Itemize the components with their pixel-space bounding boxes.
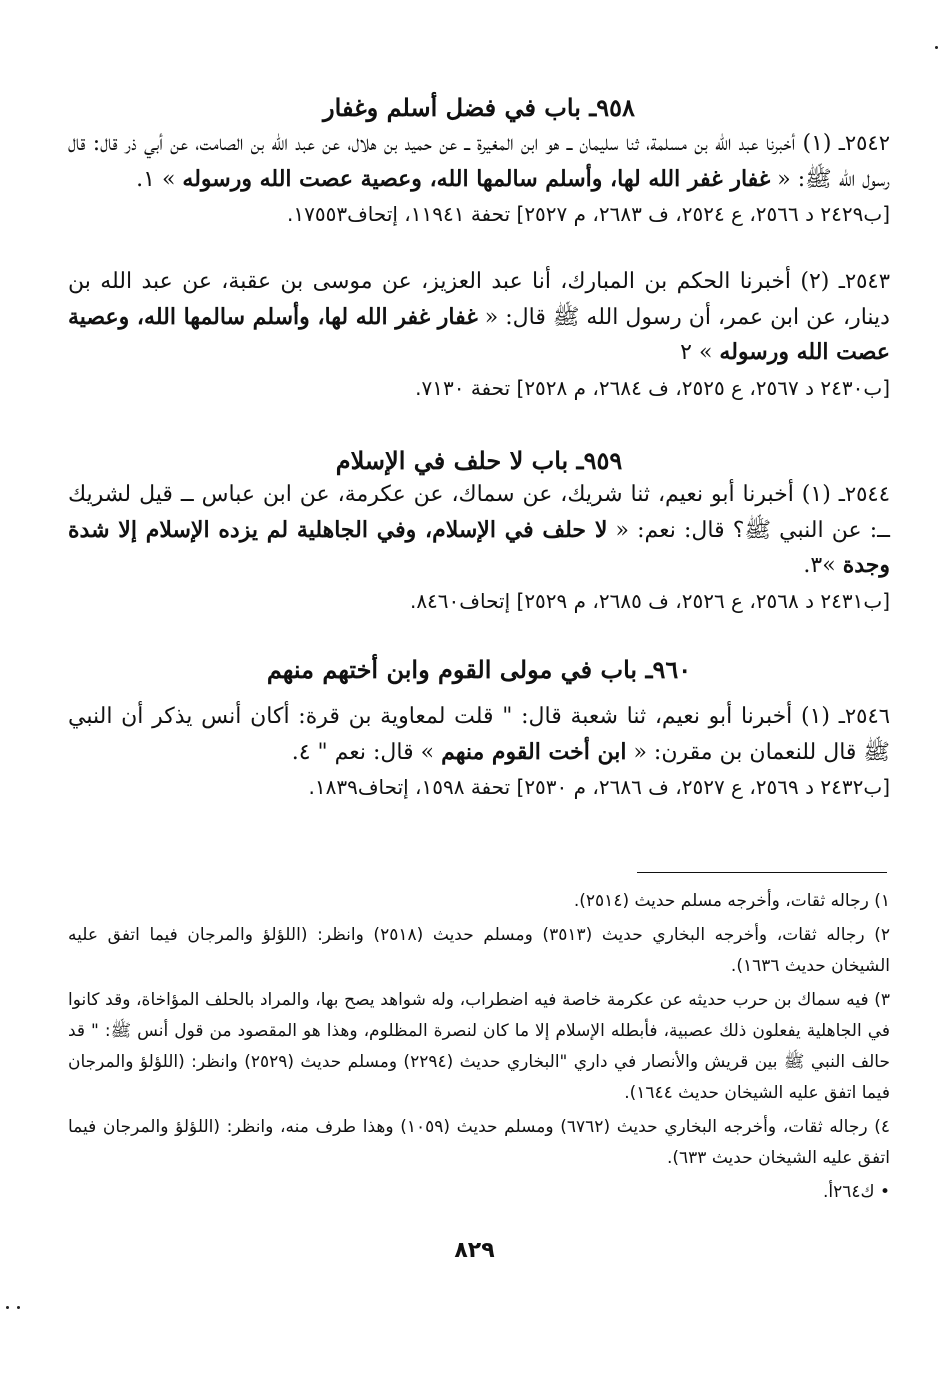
hadith-text: [68, 477, 890, 584]
chapter-heading-959: [68, 443, 890, 479]
chapter-title: ٩٥٨ـ باب في فضل أسلم وغفار: [323, 93, 635, 122]
hadith-tail: »٣.: [803, 553, 843, 578]
hadith-matn: غفار غفر الله لها، وأسلم سالمها الله، وعصية عصت الله ورسوله: [182, 165, 771, 192]
hadith-isnad: (١) أخبرنا عبد الله بن مسلمة، ثنا سليمان ــ هو ابن المغيرة ــ عن حميد بن هلال، عن عبد الله بن الصامت، عن أبي ذر قال: قال رسول الله ﷺ: «: [68, 131, 890, 192]
scan-speck: [6, 1306, 9, 1309]
footnote-2: [68, 920, 890, 982]
footnotes: [68, 886, 890, 1211]
hadith-reference: [ب٢٤٢٩ د ٢٥٦٦، ع ٢٥٢٤، ف ٢٦٨٣، م ٢٥٢٧] تحفة ١١٩٤١، إتحاف١٧٥٥٣.: [287, 202, 890, 226]
scan-speck: [935, 46, 938, 49]
hadith-text: [68, 699, 890, 770]
hadith-isnad: (١) أخبرنا أبو نعيم، ثنا شعبة قال: " قلت لمعاوية بن قرة: أكان أنس يذكر أن النبي ﷺ قال للنعمان بن مقرن: «: [68, 704, 890, 765]
hadith-reference: [ب٢٤٣٠ د ٢٥٦٧، ع ٢٥٢٥، ف ٢٦٨٤، م ٢٥٢٨] تحفة ٧١٣٠.: [415, 375, 890, 400]
manuscript-marker: [68, 1177, 890, 1208]
hadith-tail: » ٢: [680, 340, 720, 365]
hadith-isnad: (٢) أخبرنا الحكم بن المبارك، أنا عبد العزيز، عن موسى بن عقبة، عن عبد الله بن دينار، عن ابن عمر، أن رسول الله ﷺ قال: «: [68, 269, 890, 330]
hadith-matn: لا حلف في الإسلام، وفي الجاهلية لم يزده الإسلام إلا شدة وجدة: [68, 516, 890, 578]
footnote-text: ١) رجاله ثقات، وأخرجه مسلم حديث (٢٥١٤).: [573, 891, 890, 911]
footnote-3: [68, 985, 890, 1109]
hadith-number: ٢٥٤٢ـ: [838, 131, 890, 155]
hadith-reference: [ب٢٤٣١ د ٢٥٦٨، ع ٢٥٢٦، ف ٢٦٨٥، م ٢٥٢٩] إتحاف٨٤٦٠.: [409, 588, 890, 613]
hadith-isnad: (١) أخبرنا أبو نعيم، ثنا شريك، عن سماك، عن عكرمة، عن ابن عباس ــ قيل لشريك ــ: عن النبي ﷺ؟ قال: نعم: «: [68, 482, 891, 543]
chapter-title: ٩٥٩ـ باب لا حلف في الإسلام: [335, 446, 623, 475]
footnote-text: ٣) فيه سماك بن حرب حديثه عن عكرمة خاصة فيه اضطراب، وله شواهد يصح بها، والمراد بالحلف المؤاخاة، وقد كانوا في الجاهلية يفعلون ذلك عصبية، فأبطله الإسلام إلا ما كان لنصرة المظلوم، وهذا هو المقصود من قول أنس ﷺ: " قد حالف النبي ﷺ بين قريش والأنصار في داري "البخاري حديث (٢٢٩٤) ومسلم حديث (٢٥٢٩) وانظر: (اللؤلؤ والمرجان فيما اتفق عليه الشيخان حديث ١٦٤٤).: [68, 990, 890, 1103]
hadith-2544: [68, 477, 890, 618]
hadith-2546: [68, 699, 890, 804]
hadith-number: ٢٥٤٦ـ: [838, 704, 891, 728]
hadith-tail: » قال: نعم " ٤.: [291, 739, 442, 765]
hadith-reference: [ب٢٤٣٢ د ٢٥٦٩، ع ٢٥٢٧، ف ٢٦٨٦، م ٢٥٣٠] تحفة ١٥٩٨، إتحاف١٨٣٩.: [308, 775, 890, 799]
page-number-text: ٨٢٩: [454, 1238, 495, 1263]
hadith-matn: ابن أخت القوم منهم: [441, 738, 627, 765]
chapter-heading-960: [68, 652, 890, 688]
page-number: [0, 1238, 949, 1263]
footnote-separator: [637, 872, 887, 873]
footnote-1: [68, 886, 890, 917]
chapter-title: ٩٦٠ـ باب في مولى القوم وابن أختهم منهم: [266, 655, 692, 684]
hadith-text: [68, 126, 890, 197]
footnote-4: [68, 1112, 890, 1174]
hadith-matn: غفار غفر الله لها، وأسلم سالمها الله، وعصية عصت الله ورسوله: [68, 303, 890, 365]
hadith-number: ٢٥٤٣ـ: [838, 269, 890, 293]
hadith-2542: [68, 126, 890, 231]
manuscript-marker-text: • ك٢٦٤أ.: [823, 1182, 890, 1202]
footnote-text: ٢) رجاله ثقات، وأخرجه البخاري حديث (٣٥١٣) ومسلم حديث (٢٥١٨) وانظر: (اللؤلؤ والمرجان فيما اتفق عليه الشيخان حديث ١٦٣٦).: [68, 925, 890, 976]
hadith-text: [68, 264, 890, 371]
chapter-heading-958: [68, 90, 890, 126]
hadith-tail: » ١.: [136, 166, 183, 192]
hadith-number: ٢٥٤٤ـ: [838, 482, 890, 506]
footnote-text: ٤) رجاله ثقات، وأخرجه البخاري حديث (٦٧٦٢) ومسلم حديث (١٠٥٩) وهذا طرف منه، وانظر: (اللؤلؤ والمرجان فيما اتفق عليه الشيخان حديث ٦٣٣).: [68, 1117, 891, 1168]
hadith-2543: [68, 264, 890, 405]
scan-speck: [17, 1306, 20, 1309]
